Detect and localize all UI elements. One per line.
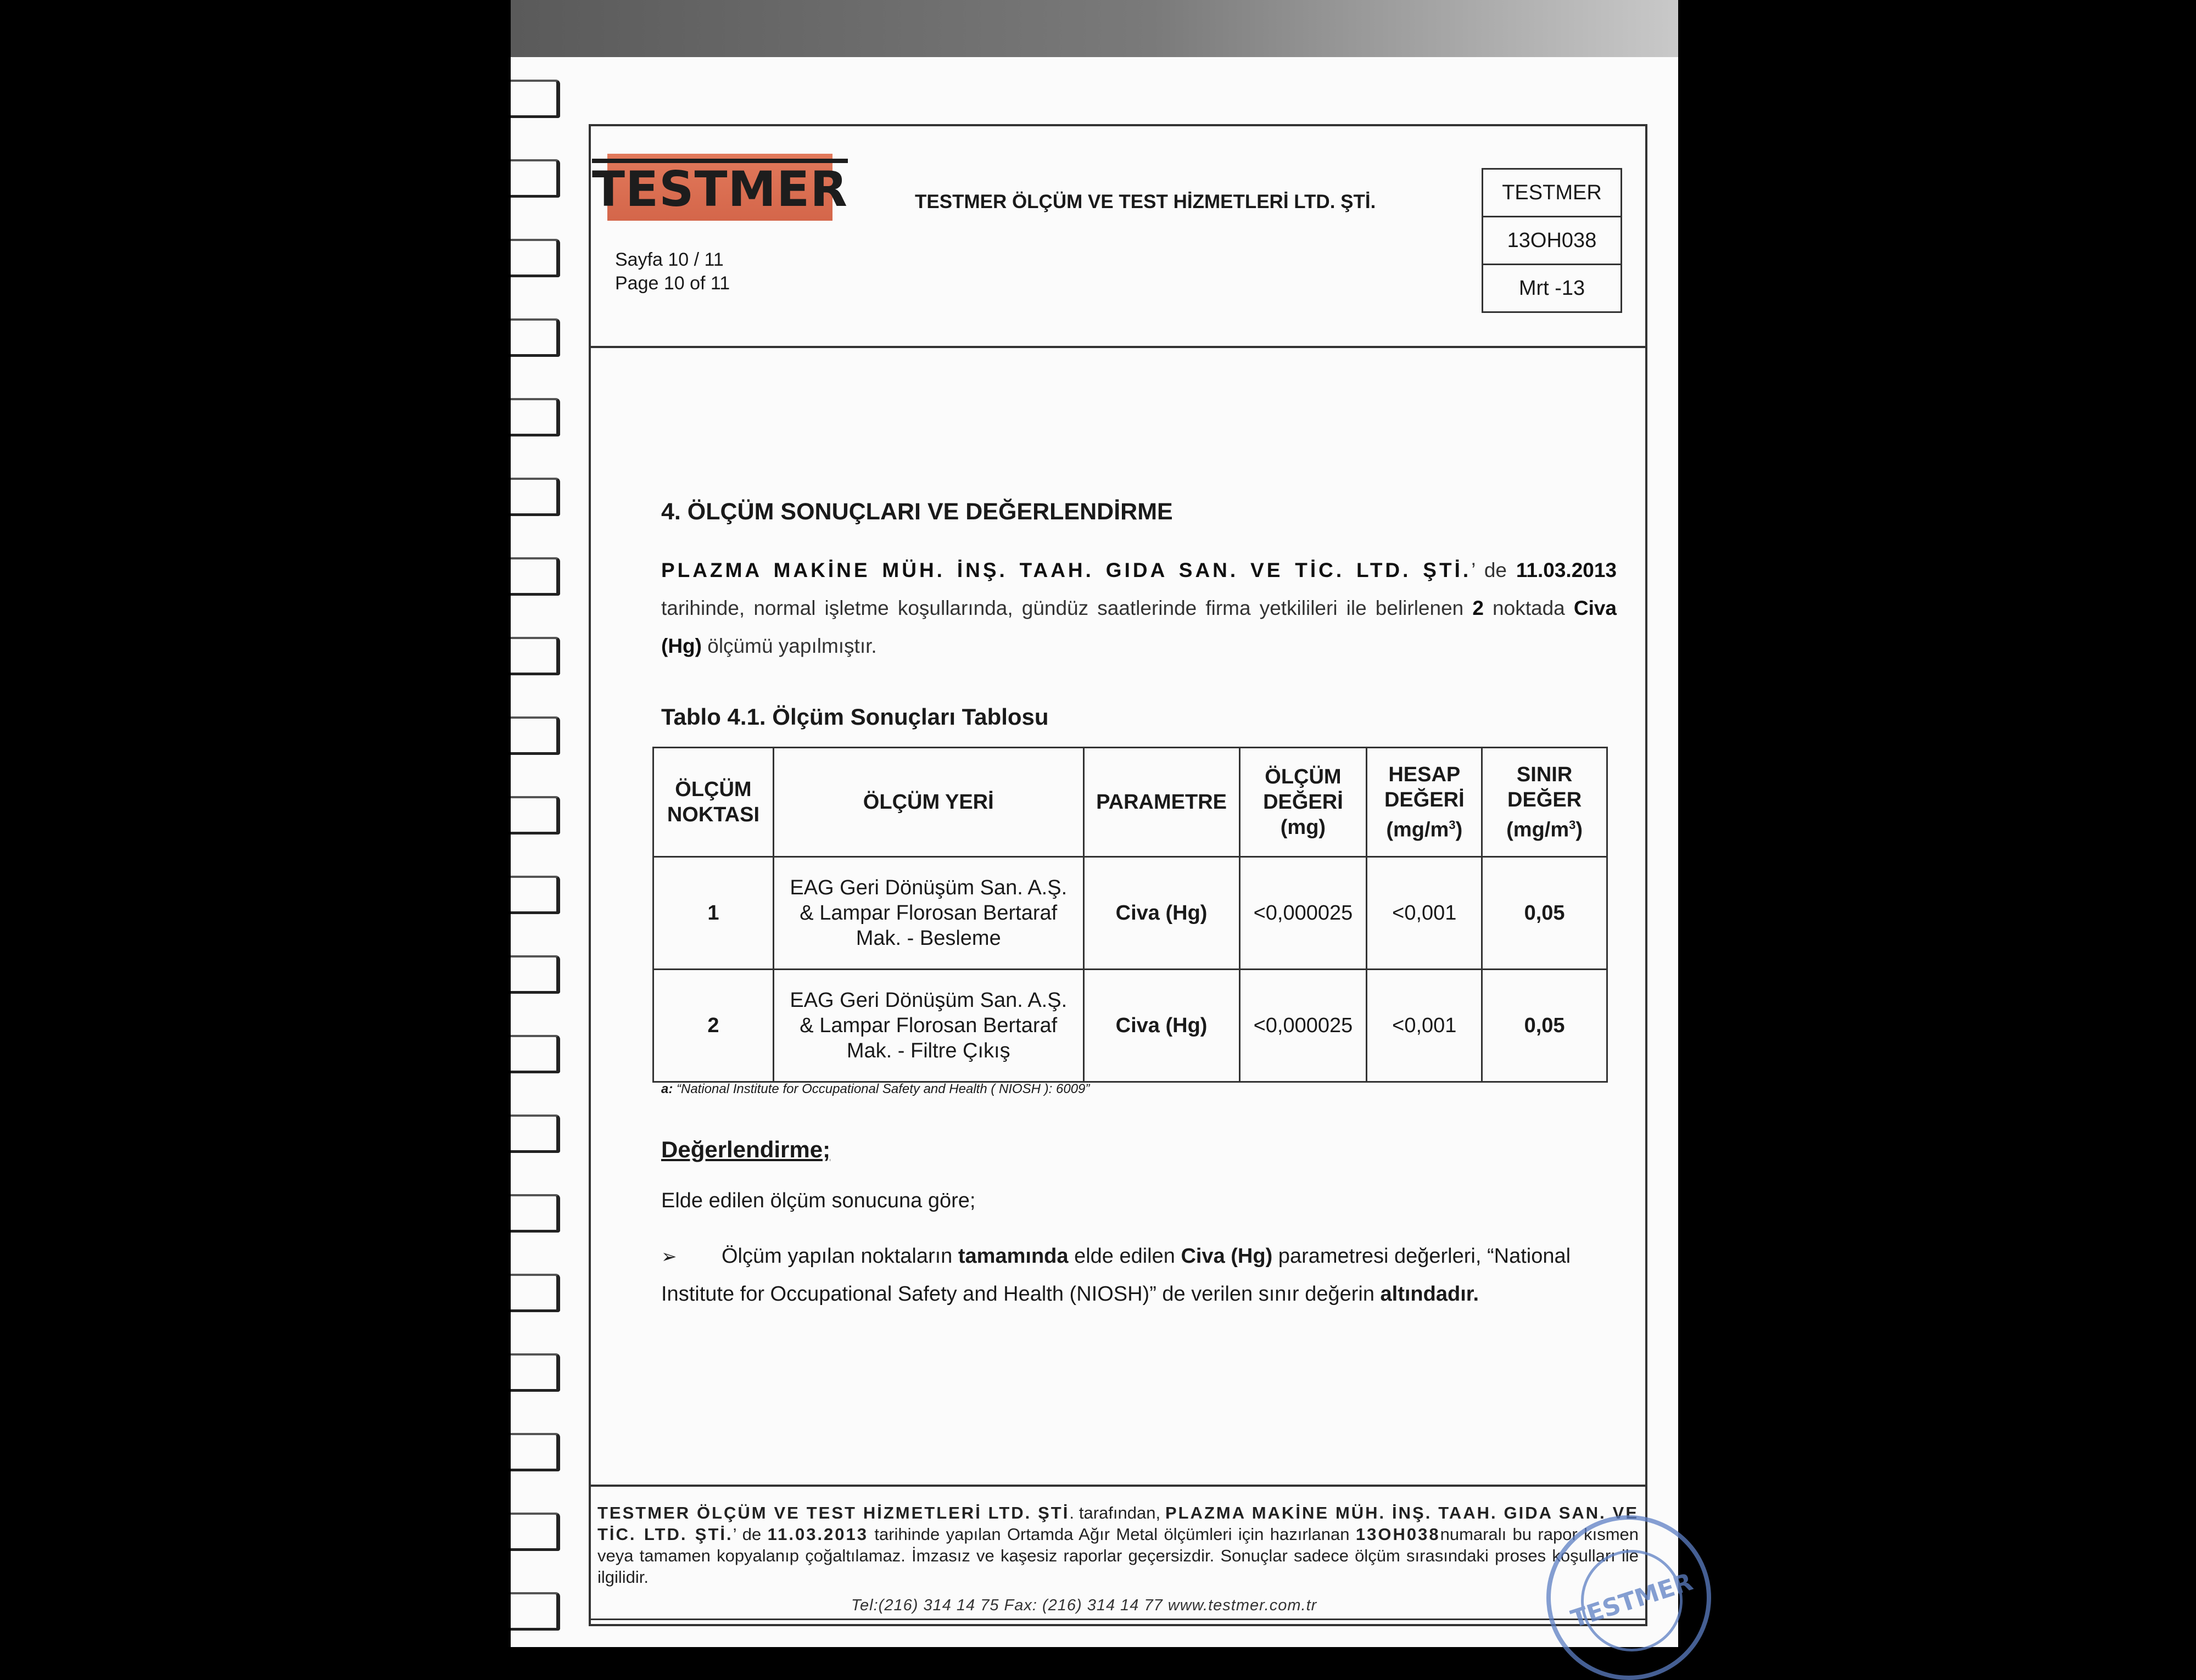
binding-ring [511,1433,560,1471]
binding-ring [511,1115,560,1153]
cell-measured: <0,000025 [1239,970,1367,1082]
header-text: NOKTASI [667,803,760,826]
header-text: ÖLÇÜM [675,778,752,801]
table-row [653,857,1607,970]
client-name: PLAZMA MAKİNE MÜH. İNŞ. TAAH. GIDA SAN. VE TİC. LTD. ŞTİ. [661,559,1472,581]
footer-text: tarihinde yapılan Ortamda Ağır Metal ölçümleri için hazırlanan [868,1525,1356,1544]
binding-ring [511,1513,560,1551]
footer-text: ’ de [733,1525,768,1544]
header-text: 3 [1569,817,1576,832]
cell-limit: 0,05 [1482,857,1607,970]
table-caption: Tablo 4.1. Ölçüm Sonuçları Tablosu [661,704,1049,730]
header-text: (mg/m [1386,818,1449,842]
point-count: 2 [1472,597,1484,619]
header-calculated [1367,748,1482,857]
cell-parameter: Civa (Hg) [1083,857,1239,970]
binding-ring [511,80,560,118]
binding-ring [511,159,560,198]
cell-parameter: Civa (Hg) [1083,970,1239,1082]
header-text: DEĞERİ [1263,791,1343,814]
location-line: EAG Geri Dönüşüm San. A.Ş. [790,989,1068,1012]
bullet-text: Ölçüm yapılan noktaların [722,1245,958,1268]
header-limit [1482,748,1607,857]
page-number-en: Page 10 of 11 [615,273,730,294]
bullet-text: tamamında [958,1245,1069,1268]
evaluation-bullet [661,1237,1617,1313]
intro-text: ’ de [1471,559,1516,581]
code-org: TESTMER [1483,170,1621,217]
binding-ring [511,1592,560,1631]
intro-text: tarihinde, normal işletme koşullarında, gündüz saatlerinde firma yetkilileri ile belirlenen [661,597,1473,619]
footer-report-number: 13OH038 [1355,1525,1440,1544]
footer-company: TESTMER ÖLÇÜM VE TEST HİZMETLERİ LTD. ŞTİ [597,1503,1070,1522]
table-header-row [653,748,1607,857]
header-text: 3 [1449,817,1456,832]
code-date: Mrt -13 [1518,276,1585,300]
binding-ring [511,637,560,675]
header-text: (mg/m [1506,818,1569,842]
testmer-logo [592,154,848,221]
binding-ring [511,318,560,357]
binding-ring [511,557,560,596]
header-text: DEĞER [1507,788,1582,811]
binding-ring [511,1274,560,1312]
footnote-text: “National Institute for Occupational Safety and Health ( NIOSH ): 6009” [673,1082,1090,1096]
page-number [615,248,730,295]
binding-ring [511,1194,560,1233]
cell-calculated: <0,001 [1367,970,1482,1082]
parameter-name: Civa (Hg) [661,597,1617,657]
header-measured [1239,748,1367,857]
footnote-marker: a: [661,1082,673,1096]
intro-text: ölçümü yapılmıştır. [701,635,877,657]
bullet-text: Civa (Hg) [1181,1245,1273,1268]
table-footnote [661,1082,1089,1097]
cell-calculated: <0,001 [1367,857,1482,970]
footer-divider [591,1619,1645,1620]
measurement-date: 11.03.2013 [1516,559,1617,581]
header-parameter [1083,748,1239,857]
header-divider [591,346,1645,348]
binding-ring [511,398,560,436]
results-table [652,747,1608,1083]
header-text: ÖLÇÜM YERİ [863,791,994,814]
binding-ring [511,716,560,755]
cell-point: 2 [653,970,774,1082]
header-text: DEĞERİ [1384,788,1465,811]
location-line: & Lampar Florosan Bertaraf [800,901,1058,925]
header-text: SINIR [1516,763,1573,786]
location-line: Mak. - Filtre Çıkış [846,1039,1010,1062]
header-text: ) [1455,818,1463,842]
binding-ring [511,955,560,994]
arrow-bullet-icon: ➢ [661,1246,677,1267]
section-title: 4. ÖLÇÜM SONUÇLARI VE DEĞERLENDİRME [661,499,1173,525]
scanned-page [511,0,1696,1647]
cell-limit: 0,05 [1482,970,1607,1082]
scanner-shadow [511,0,1678,57]
stamp-inner-ring [1567,1550,1696,1651]
evaluation-title: Değerlendirme; [661,1136,831,1162]
stamp-text: TESTMER [1567,1567,1696,1634]
footer-text: . tarafından, [1069,1503,1165,1522]
bullet-text: elde edilen [1068,1245,1181,1268]
binding-ring [511,478,560,516]
company-stamp [1546,1515,1711,1680]
bullet-text: parametresi değerleri, “National Institute for Occupational Safety and Health (NIOSH)” de verilen sınır değerin [661,1245,1571,1306]
document-frame [589,124,1696,1634]
binding-ring [511,1035,560,1073]
cell-measured: <0,000025 [1239,857,1367,970]
logo-text: TESTMER [592,159,848,216]
header-text: PARAMETRE [1096,791,1227,814]
footer-text: numaralı bu rapor kısmen veya tamamen kopyalanıp çoğaltılamaz. İmzasız ve kaşesiz raporlar geçersizdir. Sonuçlar sadece ölçüm sırasındaki proses koşulları ile ilgilidir. [597,1525,1639,1587]
document-code-box [1482,168,1622,313]
binding-ring [511,239,560,277]
cell-point: 1 [653,857,774,970]
evaluation-intro: Elde edilen ölçüm sonucuna göre; [661,1189,976,1212]
header-text: ) [1575,818,1583,842]
table-row [653,970,1607,1082]
footer-disclaimer [591,1485,1645,1588]
header-location [773,748,1083,857]
header-text: ÖLÇÜM [1265,765,1342,788]
footer-client: PLAZMA MAKİNE MÜH. İNŞ. TAAH. GIDA SAN. VE TİC. LTD. ŞTİ. [597,1503,1639,1544]
binding-ring [511,1353,560,1392]
page-number-tr: Sayfa 10 / 11 [615,249,724,270]
code-report: 13OH038 [1483,217,1621,265]
header-text: HESAP [1388,763,1461,786]
header-text: (mg) [1280,816,1326,839]
binding-ring [511,876,560,914]
bullet-text: altındadır. [1380,1283,1479,1306]
header-point [653,748,774,857]
location-line: Mak. - Besleme [856,927,1001,950]
footer-contact: Tel:(216) 314 14 75 Fax: (216) 314 14 77 www.testmer.com.tr [851,1597,1317,1614]
cell-location [773,970,1083,1082]
location-line: & Lampar Florosan Bertaraf [800,1014,1058,1037]
location-line: EAG Geri Dönüşüm San. A.Ş. [790,876,1068,899]
footer-date: 11.03.2013 [767,1525,869,1544]
binding-ring [511,796,560,835]
company-name: TESTMER ÖLÇÜM VE TEST HİZMETLERİ LTD. ŞTİ. [915,191,1376,212]
intro-text: noktada [1483,597,1574,619]
cell-location [773,857,1083,970]
intro-paragraph [661,551,1617,665]
